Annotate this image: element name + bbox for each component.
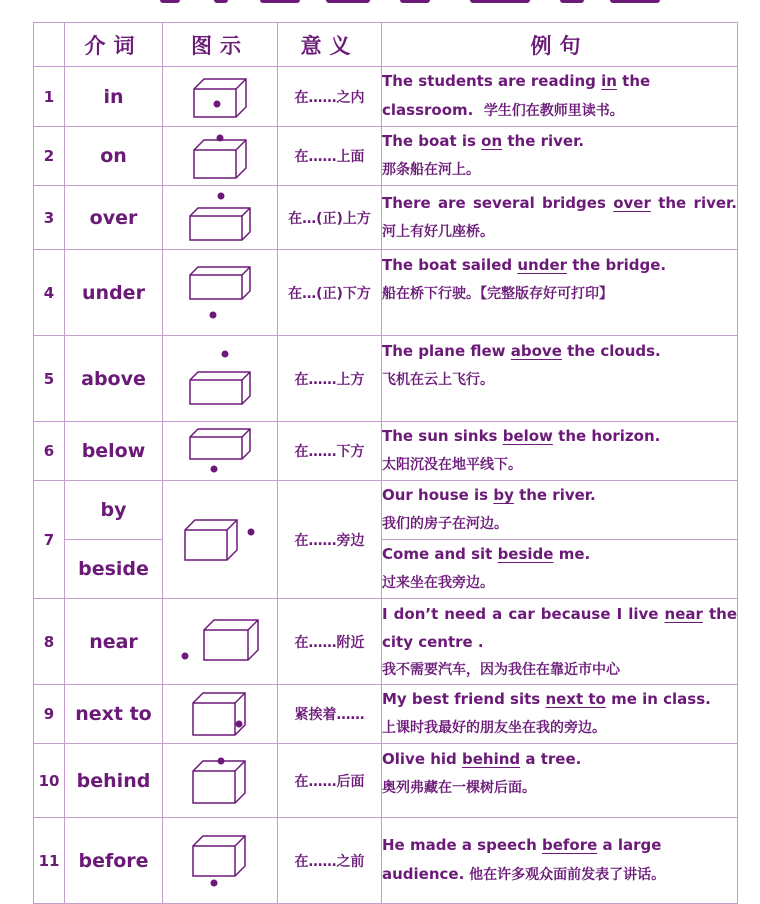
box-dot-before-icon (191, 834, 249, 888)
row-number: 8 (34, 599, 65, 685)
cropped-title-fragment (0, 0, 760, 6)
diagram-cell (163, 599, 278, 685)
example-cell (382, 67, 738, 127)
preposition-word: on (65, 127, 163, 186)
keyword: by (493, 486, 514, 504)
preposition-word: below (65, 422, 163, 481)
example-line-1: The boat sailed under the bridge. (382, 256, 667, 274)
diagram-cell (163, 481, 278, 599)
example-line-2: 我们的房子在河边。 (382, 516, 508, 532)
meaning-text: 在……之前 (278, 818, 382, 904)
diagram-cell (163, 127, 278, 186)
row-number: 5 (34, 336, 65, 422)
example-line-2: 奥列弗藏在一棵树后面。 (382, 780, 536, 796)
meaning-text: 在……上方 (278, 336, 382, 422)
example-cell (382, 540, 738, 599)
example-line-3: 我不需要汽车，因为我住在靠近市中心 (382, 661, 620, 678)
preposition-word: above (65, 336, 163, 422)
preposition-table-container (33, 22, 738, 904)
meaning-text: 在……旁边 (278, 481, 382, 599)
example-line-1: The boat is on the river. (382, 132, 585, 150)
meaning-text: 紧挨着…… (278, 685, 382, 744)
header-diagram: 图示 (163, 23, 278, 67)
diagram-cell (163, 250, 278, 336)
keyword: behind (462, 750, 521, 768)
row-number: 3 (34, 186, 65, 250)
table-row (34, 336, 738, 422)
row-number: 2 (34, 127, 65, 186)
table-row (34, 422, 738, 481)
example-line-2: 那条船在河上。 (382, 162, 480, 178)
box-dot-behind-icon (191, 757, 249, 805)
diagram-cell (163, 422, 278, 481)
box-dot-over-icon (188, 192, 252, 244)
example-line-1: He made a speech before a large (382, 836, 662, 854)
example-line-1: The plane flew above the clouds. (382, 342, 661, 360)
header-meaning: 意义 (278, 23, 382, 67)
diagram-cell (163, 67, 278, 127)
example-line-1: There are several bridges over the river. (382, 193, 737, 212)
preposition-table (33, 22, 738, 904)
row-number: 9 (34, 685, 65, 744)
meaning-text: 在……下方 (278, 422, 382, 481)
box-dot-beside-icon (183, 516, 257, 564)
table-row (34, 599, 738, 685)
keyword: below (502, 427, 553, 445)
table-row (34, 250, 738, 336)
example-line-1: I don’t need a car because I live near the (382, 604, 737, 623)
row-number: 6 (34, 422, 65, 481)
table-row (34, 186, 738, 250)
keyword: on (481, 132, 503, 150)
table-row (34, 67, 738, 127)
box-dot-on-top-icon (192, 132, 248, 180)
header-preposition: 介词 (65, 23, 163, 67)
row-number: 1 (34, 67, 65, 127)
row-number: 11 (34, 818, 65, 904)
example-cell (382, 685, 738, 744)
row-number: 4 (34, 250, 65, 336)
table-row (34, 540, 738, 599)
example-line-1: Come and sit beside me. (382, 545, 591, 563)
example-line-1: The students are reading in the (382, 72, 651, 90)
example-cell (382, 422, 738, 481)
meaning-text: 在…(正)上方 (278, 186, 382, 250)
example-cell (382, 127, 738, 186)
diagram-cell (163, 744, 278, 818)
box-dot-inside-icon (192, 75, 248, 119)
table-row (34, 127, 738, 186)
table-row (34, 481, 738, 540)
table-row (34, 685, 738, 744)
preposition-word: behind (65, 744, 163, 818)
example-line-2: 船在桥下行驶。【完整版存好可打印】 (382, 286, 613, 302)
meaning-text: 在……上面 (278, 127, 382, 186)
example-cell (382, 744, 738, 818)
box-dot-below-icon (188, 427, 252, 475)
keyword: before (541, 836, 598, 854)
example-line-1: Our house is by the river. (382, 486, 596, 504)
example-line-2: 飞机在云上飞行。 (382, 372, 494, 388)
preposition-word: in (65, 67, 163, 127)
meaning-text: 在……附近 (278, 599, 382, 685)
keyword: in (601, 72, 617, 90)
example-line-1: The sun sinks below the horizon. (382, 427, 661, 445)
example-line-2: 太阳沉没在地平线下。 (382, 457, 522, 473)
preposition-word: near (65, 599, 163, 685)
example-cell (382, 481, 738, 540)
meaning-text: 在……之内 (278, 67, 382, 127)
keyword: near (664, 604, 703, 623)
diagram-cell (163, 685, 278, 744)
keyword: over (613, 193, 651, 212)
meaning-text: 在……后面 (278, 744, 382, 818)
example-line-2: 过来坐在我旁边。 (382, 575, 494, 591)
box-dot-near-icon (180, 616, 260, 668)
preposition-word: before (65, 818, 163, 904)
example-line-2: city centre . (382, 632, 484, 651)
example-line-1: Olive hid behind a tree. (382, 750, 582, 768)
header-row (34, 23, 738, 67)
example-cell (382, 250, 738, 336)
keyword: beside (497, 545, 554, 563)
row-number: 7 (34, 481, 65, 599)
example-cell (382, 336, 738, 422)
diagram-cell (163, 336, 278, 422)
diagram-cell (163, 818, 278, 904)
keyword: under (517, 256, 568, 274)
example-cell (382, 818, 738, 904)
header-number (34, 23, 65, 67)
example-line-2: 上课时我最好的朋友坐在我的旁边。 (382, 720, 606, 736)
header-example: 例句 (382, 23, 738, 67)
meaning-text: 在…(正)下方 (278, 250, 382, 336)
example-line-1: My best friend sits next to me in class. (382, 690, 711, 708)
keyword: above (510, 342, 562, 360)
preposition-word: beside (65, 540, 163, 599)
keyword: next to (545, 690, 606, 708)
example-cell (382, 186, 738, 250)
table-row (34, 744, 738, 818)
preposition-word: by (65, 481, 163, 540)
example-cell (382, 599, 738, 685)
diagram-cell (163, 186, 278, 250)
example-line-2: classroom. 学生们在教师里读书。 (382, 101, 624, 119)
box-dot-above-icon (188, 350, 252, 408)
box-dot-under-icon (188, 265, 252, 321)
row-number: 10 (34, 744, 65, 818)
preposition-word: next to (65, 685, 163, 744)
box-dot-next-to-icon (191, 691, 249, 737)
preposition-word: under (65, 250, 163, 336)
example-line-2: 河上有好几座桥。 (382, 223, 494, 240)
preposition-word: over (65, 186, 163, 250)
table-row (34, 818, 738, 904)
example-line-2: audience. 他在许多观众面前发表了讲话。 (382, 865, 666, 883)
